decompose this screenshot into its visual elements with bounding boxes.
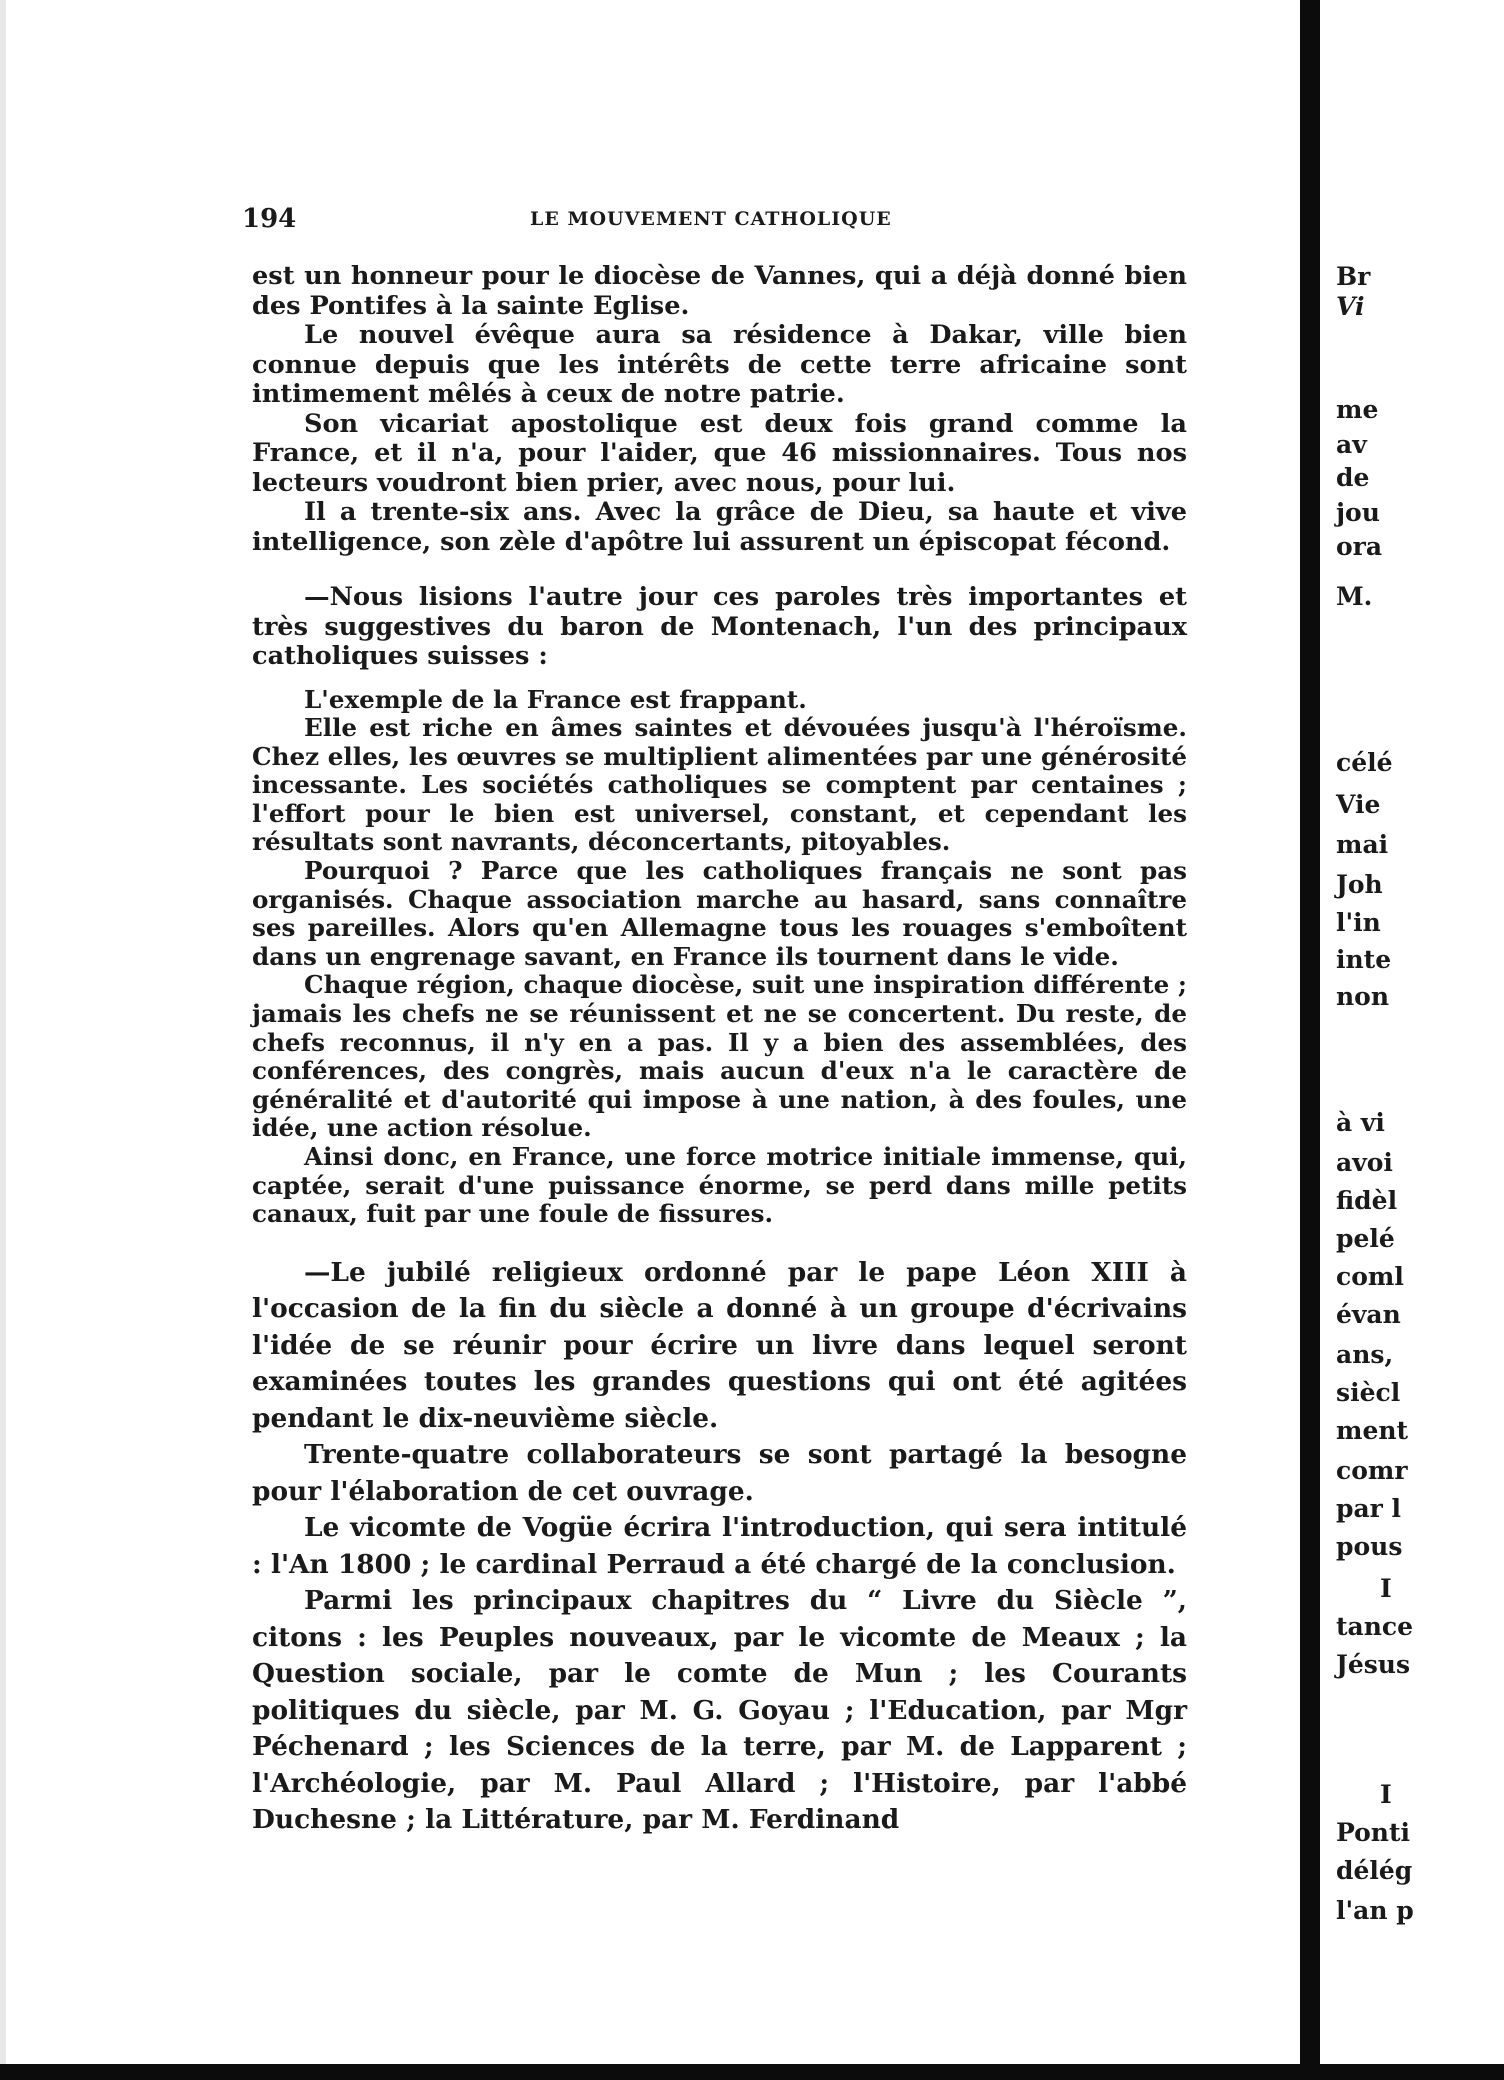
paragraph: Parmi les principaux chapitres du “ Livre du Siècle ”, citons : les Peuples nouveaux, par le vicomte de Meaux ; la Question sociale, par le comte de Mun ; les Courants politiques du siècle, par M. G. Goyau ; l'Education, par Mgr Péchenard ; les Sciences de la terre, par M. de Lapparent ; l'Archéologie, par M. Paul Allard ; l'Histoire, par l'abbé Duchesne ; la Littérature, par M. Ferdinand bbox=[252, 1585, 1187, 1836]
right-page-fragment: l'in bbox=[1336, 908, 1381, 937]
right-page-fragment: par l bbox=[1336, 1494, 1402, 1523]
book-gutter bbox=[1300, 0, 1320, 2064]
page-edge-shadow bbox=[0, 0, 6, 2064]
scan-bottom-edge bbox=[0, 2064, 1504, 2080]
quote-paragraph: L'exemple de la France est frappant. bbox=[304, 684, 807, 714]
paragraph: Son vicariat apostolique est deux fois grand comme la France, et il n'a, pour l'aider, que 46 missionnaires. Tous nos lecteurs voudront bien prier, avec nous, pour lui. bbox=[252, 408, 1187, 498]
right-page-fragment: ment bbox=[1336, 1416, 1409, 1445]
right-page-fragment: fidèl bbox=[1336, 1186, 1398, 1215]
right-page-fragment: Vi bbox=[1336, 292, 1365, 321]
right-page-fragment: l'an p bbox=[1336, 1896, 1414, 1925]
paragraph: Trente-quatre collaborateurs se sont partagé la besogne pour l'élaboration de cet ouvrage. bbox=[252, 1439, 1187, 1507]
right-page-fragment: célé bbox=[1336, 748, 1393, 777]
quote-paragraph: Elle est riche en âmes saintes et dévouées jusqu'à l'héroïsme. Chez elles, les œuvres se multiplient alimentées par une générosité incessante. Les sociétés catholiques se comptent par centaines ; l'effort pour le bien est universel, constant, et cependant les résultats sont navrants, déconcertants, pitoyables. bbox=[252, 713, 1187, 857]
right-page-fragment: I bbox=[1380, 1574, 1392, 1603]
right-page-fragment: tance bbox=[1336, 1612, 1414, 1641]
right-page-fragment: pous bbox=[1336, 1532, 1403, 1561]
right-page-fragment: Br bbox=[1336, 262, 1371, 291]
section-gap bbox=[252, 1229, 1187, 1255]
right-page-fragment: coml bbox=[1336, 1262, 1404, 1291]
lower-section bbox=[252, 1255, 1187, 1839]
running-head: LE MOUVEMENT CATHOLIQUE bbox=[530, 208, 892, 230]
right-page-fragment: Ponti bbox=[1336, 1818, 1411, 1847]
right-page-fragment: inte bbox=[1336, 945, 1392, 974]
paragraph: —Le jubilé religieux ordonné par le pape Léon XIII à l'occasion de la fin du siècle a donné à un groupe d'écrivains l'idée de se réunir pour écrire un livre dans lequel seront examinées toutes les grandes questions qui ont été agitées pendant le dix-neuvième siècle. bbox=[252, 1256, 1187, 1434]
paragraph: Le nouvel évêque aura sa résidence à Dakar, ville bien connue depuis que les intérêts de cette terre africaine sont intimement mêlés à ceux de notre patrie. bbox=[252, 320, 1187, 409]
right-page-fragment: de bbox=[1336, 463, 1370, 492]
paragraph: Il a trente-six ans. Avec la grâce de Dieu, sa haute et vive intelligence, son zèle d'apôtre lui assurent un épiscopat fécond. bbox=[252, 497, 1187, 557]
right-page-fragment: jou bbox=[1336, 498, 1380, 527]
quote-paragraph: Chaque région, chaque diocèse, suit une inspiration différente ; jamais les chefs ne se réunissent et ne se concertent. Du reste, de chefs reconnus, il n'y en a pas. Il y a bien des assemblées, des conférences, des congrès, mais aucun d'eux n'a le caractère de généralité et d'autorité qui impose à une nation, à des foules, une idée, une action résolue. bbox=[252, 970, 1187, 1143]
right-page-fragment: ans, bbox=[1336, 1340, 1394, 1369]
right-page-fragment: mai bbox=[1336, 830, 1389, 859]
right-page-fragment: à vi bbox=[1336, 1108, 1385, 1137]
right-page-fragment: évan bbox=[1336, 1300, 1401, 1329]
right-page-fragment: Jésus bbox=[1336, 1650, 1411, 1679]
right-page-fragment: non bbox=[1336, 982, 1390, 1011]
right-page-fragment: me bbox=[1336, 395, 1379, 424]
right-page-fragment: délég bbox=[1336, 1856, 1413, 1885]
right-page-fragment: comr bbox=[1336, 1456, 1408, 1485]
paragraph: —Nous lisions l'autre jour ces paroles très importantes et très suggestives du baron de Montenach, l'un des principaux catholiques suisses : bbox=[252, 582, 1187, 671]
right-page-fragment: ora bbox=[1336, 532, 1383, 561]
quote-paragraph: Ainsi donc, en France, une force motrice initiale immense, qui, captée, serait d'une puissance énorme, se perd dans mille petits canaux, fuit par une foule de fissures. bbox=[252, 1142, 1187, 1229]
right-page-fragment: av bbox=[1336, 430, 1367, 459]
right-page-fragment: siècl bbox=[1336, 1378, 1401, 1407]
page-number: 194 bbox=[242, 204, 297, 234]
right-page-fragment: avoi bbox=[1336, 1148, 1393, 1177]
paragraph: est un honneur pour le diocèse de Vannes, qui a déjà donné bien des Pontifes à la sainte Eglise. bbox=[252, 261, 1187, 321]
paragraph: Le vicomte de Vogüe écrira l'introduction, qui sera intitulé : l'An 1800 ; le cardinal Perraud a été chargé de la conclusion. bbox=[252, 1512, 1187, 1580]
page-header bbox=[242, 198, 1242, 238]
right-page-fragment: M. bbox=[1336, 582, 1373, 611]
right-page-fragment: pelé bbox=[1336, 1224, 1395, 1253]
right-page bbox=[1320, 0, 1504, 2064]
section-gap bbox=[252, 672, 1187, 686]
right-page-fragment: I bbox=[1380, 1780, 1392, 1809]
right-page-fragment: Joh bbox=[1336, 870, 1383, 899]
quote-paragraph: Pourquoi ? Parce que les catholiques français ne sont pas organisés. Chaque association marche au hasard, sans connaître ses pareilles. Alors qu'en Allemagne tous les rouages s'emboîtent dans un engrenage savant, en France ils tournent dans le vide. bbox=[252, 856, 1187, 971]
right-page-fragment: Vie bbox=[1336, 790, 1381, 819]
main-text bbox=[252, 262, 1187, 1839]
block-quote bbox=[252, 686, 1187, 1229]
section-gap bbox=[252, 557, 1187, 583]
